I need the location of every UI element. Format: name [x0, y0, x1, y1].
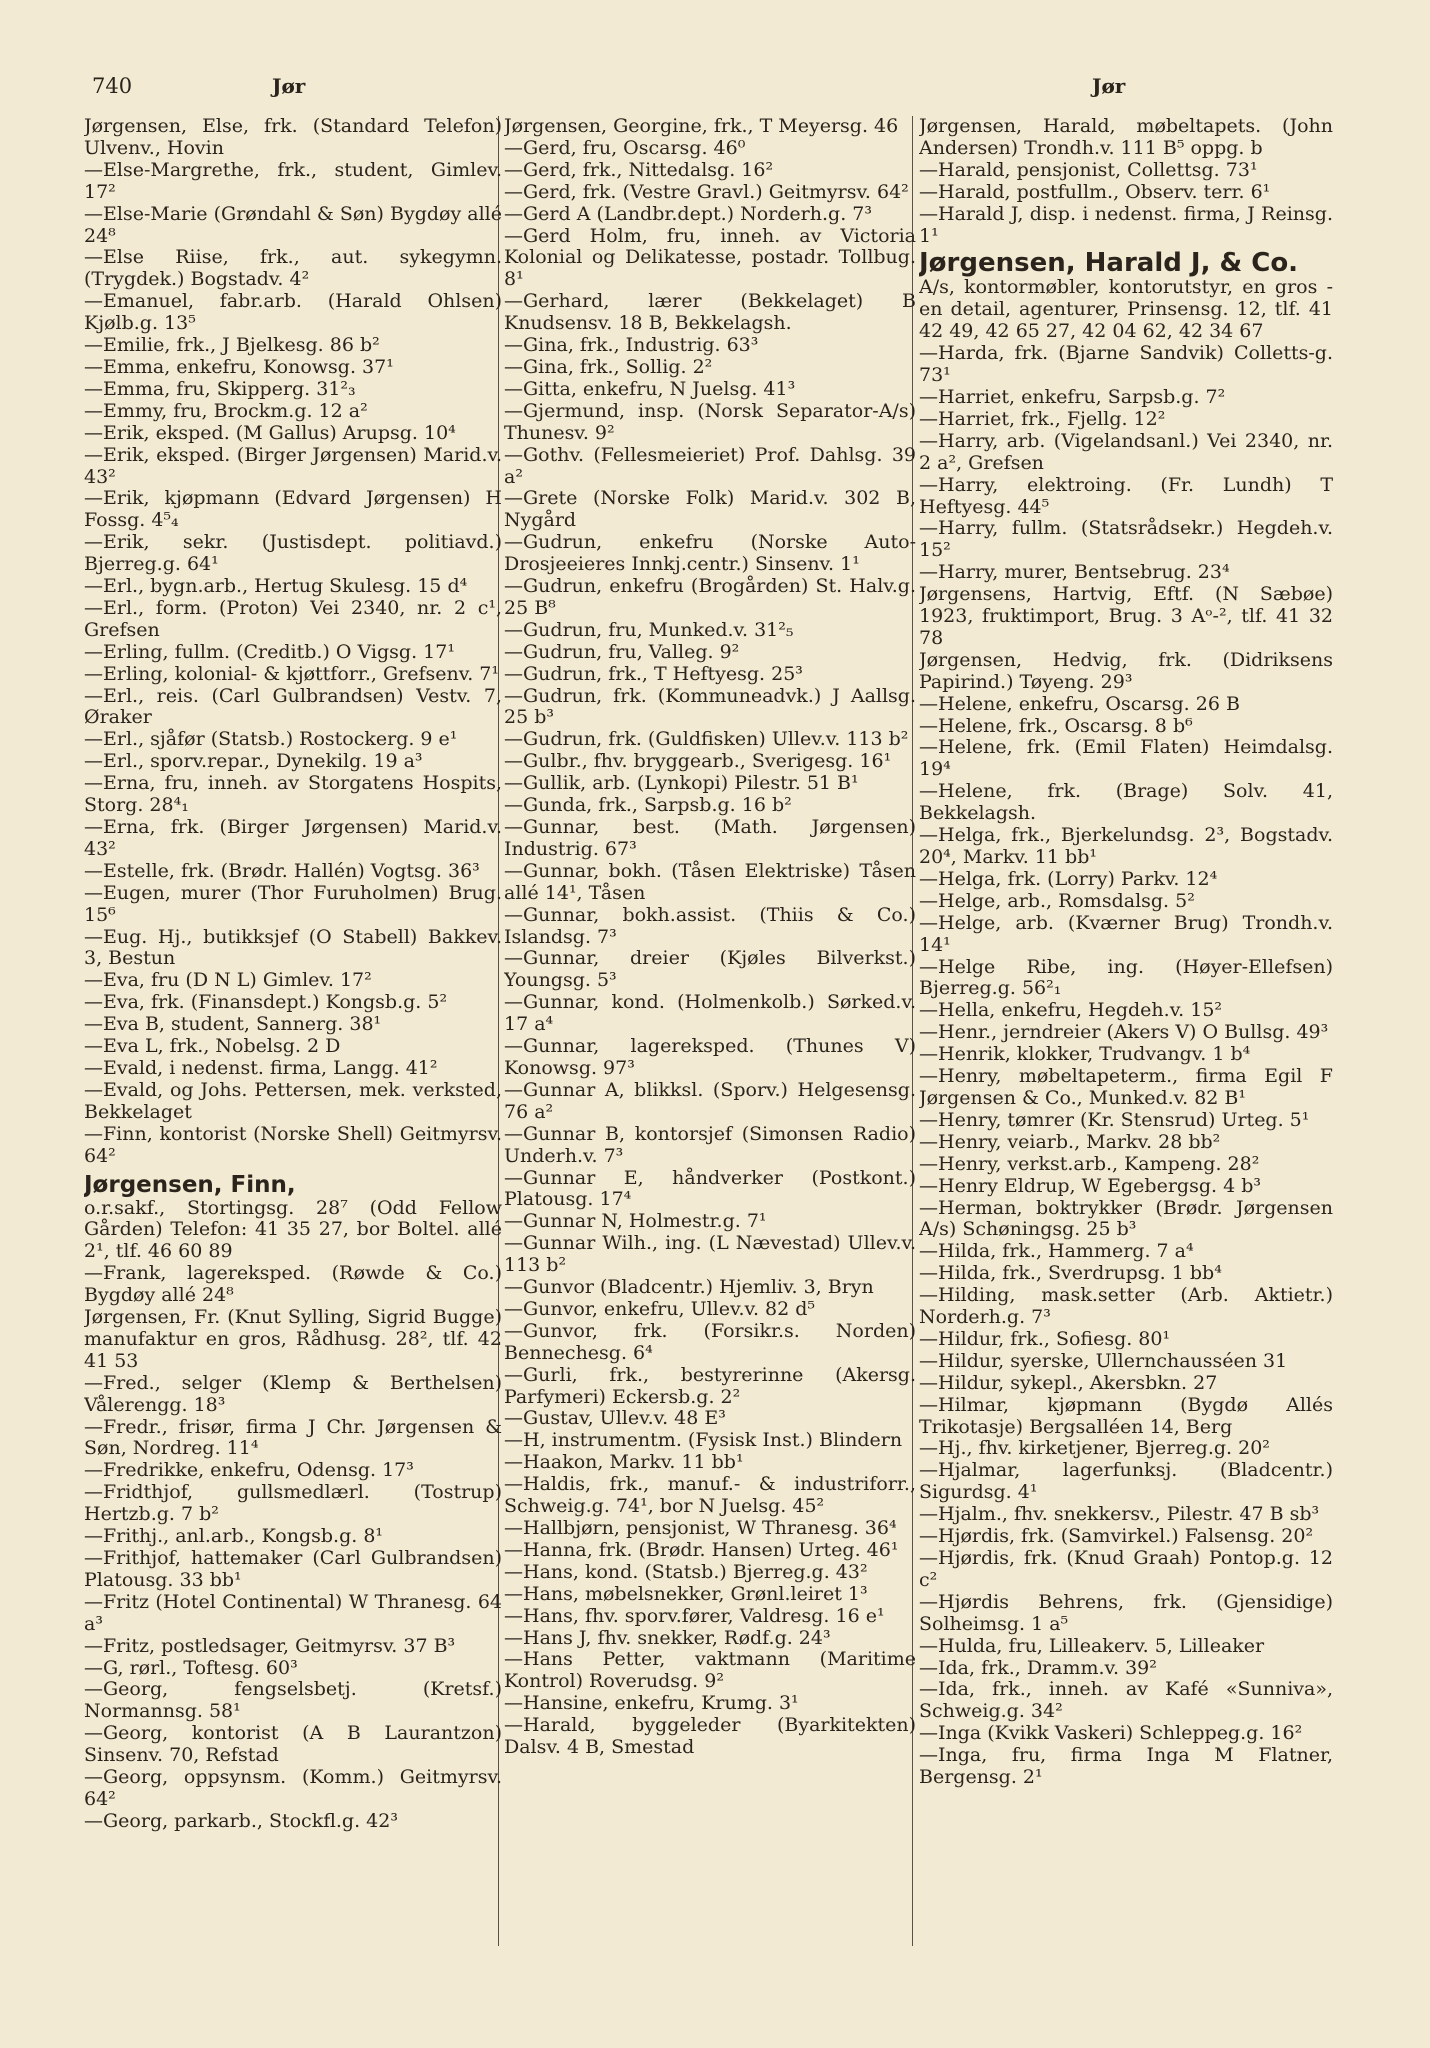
directory-entry: —Fred., selger (Klemp & Berthelsen) Vålerengg. 18³: [84, 1371, 502, 1416]
directory-entry: —Gerd, fru, Oscarsg. 46⁰: [504, 136, 746, 159]
directory-entry: —Frithjof, hattemaker (Carl Gulbrandsen) Platousg. 33 bb¹: [84, 1547, 502, 1591]
directory-entry: —Gerd A (Landbr.dept.) Norderh.g. 7³: [504, 202, 872, 225]
directory-entry: —Erik, eksped. (M Gallus) Arupsg. 10⁴: [84, 421, 456, 444]
directory-entry: Jørgensen, Fr. (Knut Sylling, Sigrid Bugge) manufaktur en gros, Rådhusg. 28², tlf. 42 41 53: [84, 1306, 502, 1372]
directory-entry: Jørgensens, Hartvig, Eftf. (N Sæbøe) 1923, fruktimport, Brug. 3 Aᵒ-², tlf. 41 32 78: [919, 583, 1333, 649]
directory-entry: o.r.sakf., Stortingsg. 28⁷ (Odd Fellow Gården) Telefon: 41 35 27, bor Boltel. allé 2¹, tlf. 46 60 89: [84, 1196, 502, 1263]
directory-entry: —Gunnar A, blikksl. (Sporv.) Helgesensg. 76 a²: [504, 1078, 916, 1123]
directory-entry: —Hildur, frk., Sofiesg. 80¹: [919, 1327, 1171, 1350]
directory-entry: —Herman, boktrykker (Brødr. Jørgensen A/s) Schøningsg. 25 b³: [919, 1196, 1333, 1241]
directory-entry: —Gerhard, lærer (Bekkelaget) B Knudsensv. 18 B, Bekkelagsh.: [504, 290, 916, 335]
directory-entry: —Eva, fru (D N L) Gimlev. 17²: [84, 969, 372, 992]
directory-entry: —Harriet, enkefru, Sarpsb.g. 7²: [919, 385, 1226, 408]
directory-entry: —Henry Eldrup, W Egebergsg. 4 b³: [919, 1174, 1261, 1197]
directory-entry: —G, rørl., Toftesg. 60³: [84, 1656, 298, 1679]
directory-entry: —H, instrumentm. (Fysisk Inst.) Blindern: [504, 1429, 903, 1452]
directory-entry: —Emma, enkefru, Konowsg. 37¹: [84, 355, 394, 378]
directory-entry: —Gudrun, fru, Valleg. 9²: [504, 640, 740, 663]
directory-entry: —Harda, frk. (Bjarne Sandvik) Colletts-g. 73¹: [919, 342, 1333, 387]
directory-entry: —Fritz, postledsager, Geitmyrsv. 37 B³: [84, 1634, 456, 1657]
directory-entry: —Helge Ribe, ing. (Høyer-Ellefsen) Bjerreg.g. 56²₁: [919, 955, 1333, 1000]
directory-entry: —Eva B, student, Sannerg. 38¹: [84, 1013, 382, 1036]
directory-entry: —Erik, eksped. (Birger Jørgensen) Marid.v. 43²: [84, 443, 502, 488]
directory-entry: —Helga, frk. (Lorry) Parkv. 12⁴: [919, 867, 1218, 890]
directory-entry: —Else Riise, frk., aut. sykegymn. (Trygdek.) Bogstadv. 4²: [84, 246, 502, 291]
directory-entry: —Gina, frk., Sollig. 2²: [504, 355, 713, 378]
directory-entry: Jørgensen, Else, frk. (Standard Telefon) Ulvenv., Hovin: [84, 116, 502, 159]
directory-entry: —Hans J, fhv. snekker, Rødf.g. 24³: [504, 1626, 831, 1649]
directory-entry: —Hjørdis, frk. (Samvirkel.) Falsensg. 20²: [919, 1525, 1314, 1548]
directory-entry: —Hans, møbelsnekker, Grønl.leiret 1³: [504, 1582, 868, 1605]
directory-entry: —Hansine, enkefru, Krumg. 3¹: [504, 1692, 799, 1715]
directory-entry: —Helene, frk. (Emil Flaten) Heimdalsg. 19⁴: [919, 736, 1333, 781]
directory-entry: Jørgensen, Georgine, frk., T Meyersg. 46: [504, 116, 899, 137]
directory-entry: —Fridthjof, gullsmedlærl. (Tostrup) Hertzb.g. 7 b²: [84, 1481, 502, 1526]
directory-entry: —Gurli, frk., bestyrerinne (Akersg. Parfymeri) Eckersb.g. 2²: [504, 1363, 916, 1408]
directory-entry: —Ida, frk., Dramm.v. 39²: [919, 1656, 1157, 1679]
directory-entry: —Helene, enkefru, Oscarsg. 26 B: [919, 692, 1240, 715]
directory-entry: —Harald, postfullm., Observ. terr. 6¹: [919, 180, 1271, 203]
directory-entry: —Gitta, enkefru, N Juelsg. 41³: [504, 377, 796, 400]
directory-entry: —Gjermund, insp. (Norsk Separator-A/s) Thunesv. 9²: [504, 399, 916, 444]
directory-entry: —Gudrun, enkefru (Norske Auto-Drosjeeieres Innkj.centr.) Sinsenv. 1¹: [504, 531, 916, 576]
directory-entry: —Eva, frk. (Finansdept.) Kongsb.g. 5²: [84, 991, 448, 1014]
directory-entry: —Gerd, frk., Nittedalsg. 16²: [504, 158, 774, 181]
directory-entry: —Evald, og Johs. Pettersen, mek. verksted, Bekkelaget: [84, 1078, 502, 1123]
directory-entry: —Helga, frk., Bjerkelundsg. 2³, Bogstadv. 20⁴, Markv. 11 bb¹: [919, 824, 1333, 868]
directory-entry: —Erl., sporv.repar., Dynekilg. 19 a³: [84, 750, 423, 773]
directory-entry: —Emma, fru, Skipperg. 31²₃: [84, 377, 356, 400]
directory-entry: —Henry, møbeltapeterm., firma Egil F Jørgensen & Co., Munked.v. 82 B¹: [919, 1065, 1333, 1109]
directory-entry: —Gunnar, lagereksped. (Thunes V) Konowsg. 97³: [504, 1035, 916, 1079]
directory-entry: —Hjørdis, frk. (Knud Graah) Pontop.g. 12 c²: [919, 1547, 1333, 1591]
directory-entry: —Harald, byggeleder (Byarkitekten) Dalsv. 4 B, Smestad: [504, 1714, 916, 1759]
directory-entry: —Gunnar, bokh.assist. (Thiis & Co.) Islandsg. 7³: [504, 903, 916, 948]
directory-entry: —Harriet, frk., Fjellg. 12²: [919, 407, 1166, 430]
directory-entry: —Gerd Holm, fru, inneh. av Victoria Kolonial og Delikatesse, postadr. Tollbug. 8¹: [504, 224, 916, 291]
directory-entry: —Henry, tømrer (Kr. Stensrud) Urteg. 5¹: [919, 1108, 1310, 1131]
directory-entry: —Erl., form. (Proton) Vei 2340, nr. 2 c¹, Grefsen: [84, 596, 502, 641]
column-1: [84, 116, 502, 1946]
directory-entry: —Gunnar, best. (Math. Jørgensen) Industrig. 67³: [504, 816, 916, 860]
directory-entry: —Hildur, syerske, Ullernchausséen 31: [919, 1349, 1288, 1372]
directory-entry: —Inga (Kvikk Vaskeri) Schleppeg.g. 16²: [919, 1722, 1303, 1745]
directory-entry: —Erna, fru, inneh. av Storgatens Hospits, Storg. 28⁴₁: [84, 772, 502, 817]
directory-entry: Jørgensen, Harald, møbeltapets. (John Andersen) Trondh.v. 111 B⁵ oppg. b: [919, 116, 1333, 159]
directory-entry: —Georg, parkarb., Stockfl.g. 42³: [84, 1809, 398, 1832]
directory-entry: —Georg, kontorist (A B Laurantzon) Sinsenv. 70, Refstad: [84, 1722, 502, 1767]
directory-entry: —Harry, arb. (Vigelandsanl.) Vei 2340, nr. 2 a², Grefsen: [919, 429, 1333, 474]
directory-entry: —Helene, frk., Oscarsg. 8 b⁶: [919, 714, 1193, 737]
directory-entry: —Hjalm., fhv. snekkersv., Pilestr. 47 B sb³: [919, 1503, 1320, 1526]
column-3: [919, 116, 1333, 1946]
directory-entry: —Gudrun, frk., T Heftyesg. 25³: [504, 662, 803, 685]
directory-entry: —Henrik, klokker, Trudvangv. 1 b⁴: [919, 1043, 1251, 1066]
directory-entry: —Hjørdis Behrens, frk. (Gjensidige) Solheimsg. 1 a⁵: [919, 1590, 1333, 1635]
directory-entry: —Grete (Norske Folk) Marid.v. 302 B, Nygård: [504, 487, 916, 532]
directory-entry: —Erik, sekr. (Justisdept. politiavd.) Bjerreg.g. 64¹: [84, 531, 502, 576]
directory-entry: —Gunnar, dreier (Kjøles Bilverkst.) Youngsg. 5³: [504, 947, 916, 992]
directory-entry: —Gunnar, bokh. (Tåsen Elektriske) Tåsen allé 14¹, Tåsen: [504, 859, 916, 904]
directory-entry: A/s, kontormøbler, kontorutstyr, en gros - en detail, agenturer, Prinsensg. 12, tlf. 41 42 49, 42 65 27, 42 04 62, 42 34 67: [919, 276, 1333, 343]
page-number: 740: [92, 74, 133, 98]
directory-entry: —Gudrun, frk. (Kommuneadvk.) J Aallsg. 25 b³: [504, 684, 916, 729]
directory-entry: —Fredrikke, enkefru, Odensg. 17³: [84, 1459, 414, 1482]
directory-entry: —Hulda, fru, Lilleakerv. 5, Lilleaker: [919, 1634, 1265, 1657]
directory-entry: —Gunnar B, kontorsjef (Simonsen Radio) Underh.v. 7³: [504, 1122, 916, 1167]
directory-entry: —Hella, enkefru, Hegdeh.v. 15²: [919, 999, 1223, 1022]
directory-entry: —Emilie, frk., J Bjelkesg. 86 b²: [84, 334, 380, 357]
directory-entry: —Emanuel, fabr.arb. (Harald Ohlsen) Kjølb.g. 13⁵: [84, 290, 502, 335]
directory-entry: —Gunnar E, håndverker (Postkont.) Platousg. 17⁴: [504, 1166, 916, 1211]
directory-entry: —Evald, i nedenst. firma, Langg. 41²: [84, 1056, 438, 1079]
directory-entry: —Frithj., anl.arb., Kongsb.g. 8¹: [84, 1525, 384, 1548]
directory-entry: —Haldis, frk., manuf.- & industriforr., Schweig.g. 74¹, bor N Juelsg. 45²: [504, 1473, 916, 1518]
directory-entry: —Hildur, sykepl., Akersbkn. 27: [919, 1371, 1218, 1394]
directory-entry: —Hilda, frk., Hammerg. 7 a⁴: [919, 1240, 1194, 1263]
directory-entry: —Fredr., frisør, firma J Chr. Jørgensen & Søn, Nordreg. 11⁴: [84, 1415, 502, 1460]
directory-entry: —Gunvor, enkefru, Ullev.v. 82 d⁵: [504, 1297, 816, 1320]
directory-entry: —Gunvor, frk. (Forsikr.s. Norden) Bennechesg. 6⁴: [504, 1319, 916, 1364]
directory-entry: —Else-Margrethe, frk., student, Gimlev. 17²: [84, 158, 502, 203]
directory-entry: —Hans Petter, vaktmann (Maritime Kontrol) Roverudsg. 9²: [504, 1648, 916, 1693]
column-2: [504, 116, 916, 1946]
directory-entry: —Hallbjørn, pensjonist, W Thranesg. 36⁴: [504, 1517, 897, 1539]
directory-entry: —Harald, pensjonist, Collettsg. 73¹: [919, 158, 1258, 181]
directory-entry: —Gunda, frk., Sarpsb.g. 16 b²: [504, 794, 792, 817]
directory-entry: —Erl., reis. (Carl Gulbrandsen) Vestv. 7, Øraker: [84, 684, 502, 729]
directory-heading-entry: Jørgensen, Finn,: [84, 1171, 296, 1198]
directory-entry: —Gerd, frk. (Vestre Gravl.) Geitmyrsv. 64²: [504, 180, 909, 203]
directory-entry: —Georg, oppsynsm. (Komm.) Geitmyrsv. 64²: [84, 1766, 502, 1810]
directory-entry: —Eva L, frk., Nobelsg. 2 D: [84, 1035, 341, 1058]
directory-entry: —Erl., sjåfør (Statsb.) Rostockerg. 9 e¹: [84, 728, 458, 751]
directory-entry: —Gulbr., fhv. bryggearb., Sverigesg. 16¹: [504, 750, 892, 773]
directory-entry: —Gudrun, fru, Munked.v. 31²₅: [504, 618, 794, 641]
directory-heading-entry: Jørgensen, Harald J, & Co.: [919, 248, 1299, 279]
directory-entry: —Hanna, frk. (Brødr. Hansen) Urteg. 46¹: [504, 1538, 899, 1561]
directory-entry: —Erik, kjøpmann (Edvard Jørgensen) H Fossg. 4⁵₄: [84, 487, 502, 532]
directory-entry: —Erl., bygn.arb., Hertug Skulesg. 15 d⁴: [84, 575, 468, 598]
directory-entry: —Erling, fullm. (Creditb.) O Vigsg. 17¹: [84, 640, 455, 663]
directory-entry: Jørgensen, Hedvig, frk. (Didriksens Papirind.) Tøyeng. 29³: [919, 648, 1333, 693]
directory-entry: —Erna, frk. (Birger Jørgensen) Marid.v. 43²: [84, 816, 502, 860]
directory-entry: —Erling, kolonial- & kjøttforr., Grefsenv. 7¹: [84, 662, 499, 685]
directory-entry: —Helge, arb. (Kværner Brug) Trondh.v. 14¹: [919, 911, 1333, 956]
directory-entry: —Hilding, mask.setter (Arb. Aktietr.) Norderh.g. 7³: [919, 1284, 1333, 1329]
directory-entry: —Gustav, Ullev.v. 48 E³: [504, 1407, 726, 1430]
directory-entry: —Gudrun, frk. (Guldfisken) Ullev.v. 113 b²: [504, 728, 909, 751]
directory-entry: —Else-Marie (Grøndahl & Søn) Bygdøy allé 24⁸: [84, 202, 502, 247]
directory-entry: —Inga, fru, firma Inga M Flatner, Bergensg. 2¹: [919, 1744, 1333, 1789]
directory-entry: —Hilda, frk., Sverdrupsg. 1 bb⁴: [919, 1262, 1222, 1285]
directory-entry: —Haakon, Markv. 11 bb¹: [504, 1451, 744, 1474]
directory-entry: —Gunvor (Bladcentr.) Hjemliv. 3, Bryn: [504, 1276, 874, 1299]
directory-entry: —Finn, kontorist (Norske Shell) Geitmyrsv. 64²: [84, 1122, 502, 1167]
directory-entry: —Hans, fhv. sporv.fører, Valdresg. 16 e¹: [504, 1604, 885, 1627]
directory-entry: —Helge, arb., Romsdalsg. 5²: [919, 889, 1195, 912]
directory-entry: —Eug. Hj., butikksjef (O Stabell) Bakkev. 3, Bestun: [84, 925, 502, 970]
directory-entry: —Gunnar N, Holmestr.g. 7¹: [504, 1210, 767, 1233]
directory-entry: —Gunnar, kond. (Holmenkolb.) Sørked.v. 17 a⁴: [504, 991, 916, 1036]
directory-entry: —Harry, elektroing. (Fr. Lundh) T Heftyesg. 44⁵: [919, 473, 1333, 518]
running-head-left: Jør: [272, 74, 306, 98]
running-head-right: Jør: [1092, 74, 1126, 98]
directory-entry: —Gudrun, enkefru (Brogården) St. Halv.g. 25 B⁸: [504, 575, 916, 619]
directory-entry: —Gullik, arb. (Lynkopi) Pilestr. 51 B¹: [504, 772, 859, 795]
directory-entry: —Emmy, fru, Brockm.g. 12 a²: [84, 399, 368, 422]
directory-entry: —Hilmar, kjøpmann (Bygdø Allés Trikotasje) Bergsalléen 14, Berg: [919, 1393, 1333, 1438]
directory-entry: —Harry, fullm. (Statsrådsekr.) Hegdeh.v. 15²: [919, 517, 1333, 562]
directory-entry: —Gothv. (Fellesmeieriet) Prof. Dahlsg. 39 a²: [504, 443, 916, 488]
directory-entry: —Ida, frk., inneh. av Kafé «Sunniva», Schweig.g. 34²: [919, 1678, 1333, 1723]
directory-entry: —Gunnar Wilh., ing. (L Nævestad) Ullev.v. 113 b²: [504, 1232, 916, 1277]
directory-entry: —Hans, kond. (Statsb.) Bjerreg.g. 43²: [504, 1560, 868, 1583]
directory-entry: —Eugen, murer (Thor Furuholmen) Brug. 15⁶: [84, 881, 502, 926]
directory-entry: —Henry, veiarb., Markv. 28 bb²: [919, 1130, 1221, 1153]
directory-entry: —Gina, frk., Industrig. 63³: [504, 334, 759, 357]
directory-entry: —Hjalmar, lagerfunksj. (Bladcentr.) Sigurdsg. 4¹: [919, 1459, 1333, 1504]
directory-entry: —Georg, fengselsbetj. (Kretsf.) Normannsg. 58¹: [84, 1678, 502, 1723]
directory-entry: —Henry, verkst.arb., Kampeng. 28²: [919, 1152, 1260, 1175]
directory-entry: —Harry, murer, Bentsebrug. 23⁴: [919, 561, 1230, 584]
directory-entry: —Fritz (Hotel Continental) W Thranesg. 64 a³: [84, 1590, 502, 1635]
directory-entry: —Henr., jerndreier (Akers V) O Bullsg. 49³: [919, 1021, 1329, 1044]
directory-entry: —Estelle, frk. (Brødr. Hallén) Vogtsg. 36³: [84, 859, 480, 882]
directory-entry: —Hj., fhv. kirketjener, Bjerreg.g. 20²: [919, 1437, 1270, 1460]
directory-entry: —Frank, lagereksped. (Røwde & Co.) Bygdøy allé 24⁸: [84, 1262, 502, 1307]
directory-entry: —Harald J, disp. i nedenst. firma, J Reinsg. 1¹: [919, 202, 1333, 247]
directory-entry: —Helene, frk. (Brage) Solv. 41, Bekkelagsh.: [919, 780, 1333, 825]
